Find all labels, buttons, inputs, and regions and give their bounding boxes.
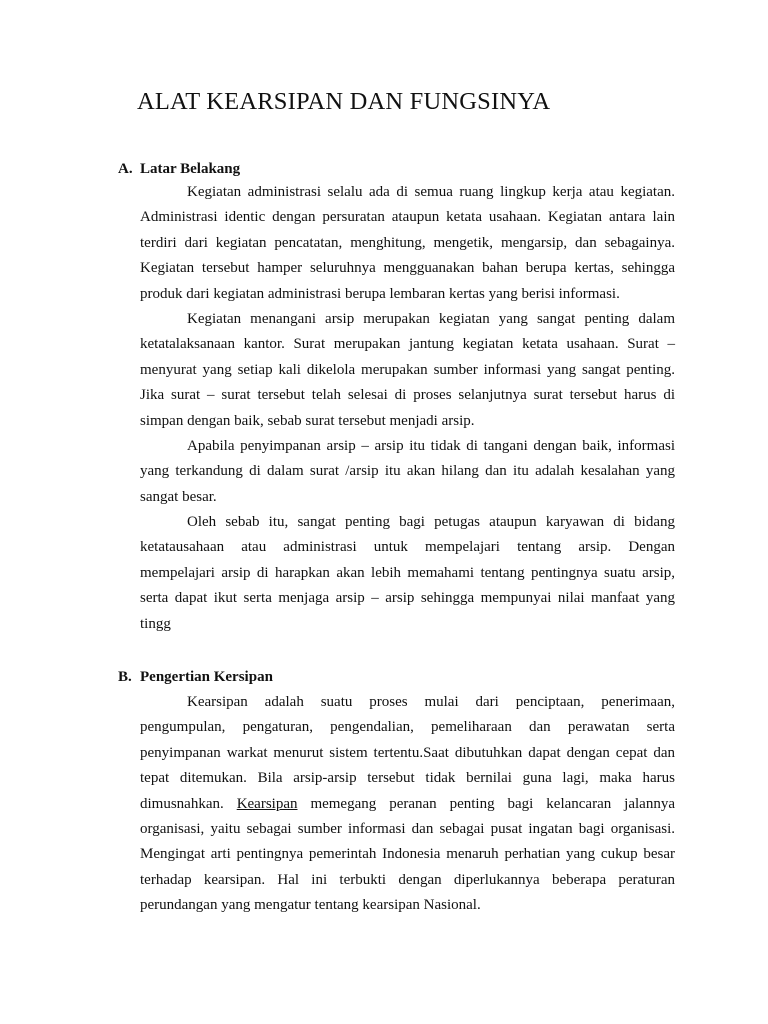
paragraph <box>140 434 675 510</box>
text-line: terdiri dari kegiatan pencatatan, menghitung, mengetik, mengarsip, dan sebagainya. <box>140 234 675 251</box>
text-line: pengumpulan, pengaturan, pengendalian, pemeliharaan dan perawatan serta <box>140 719 675 736</box>
paragraph <box>140 510 675 637</box>
section-a-number: A. <box>118 161 133 177</box>
section-b-heading <box>118 665 273 690</box>
text-line: ketatausahaan atau administrasi untuk mempelajari tentang arsip. Dengan <box>140 539 675 556</box>
section-b-body <box>140 690 675 919</box>
text-line: Kegiatan tersebut hamper seluruhnya mengguanakan bahan berupa kertas, sehingga <box>140 260 675 277</box>
section-a-heading <box>118 157 240 182</box>
text-segment: memegang peranan penting bagi kelancaran jalannya <box>297 795 675 812</box>
text-line: terhadap kearsipan. Hal ini terbukti dengan diperlukannya beberapa peraturan <box>140 871 675 888</box>
text-line: sangat besar. <box>140 488 217 505</box>
text-line: Kegiatan administrasi selalu ada di semua ruang lingkup kerja atau kegiatan. <box>187 184 675 200</box>
text-line: Kearsipan adalah suatu proses mulai dari penciptaan, penerimaan, <box>187 694 675 710</box>
underlined-term: Kearsipan <box>236 795 298 812</box>
section-a-body <box>140 180 675 637</box>
paragraph <box>140 307 675 434</box>
text-line: mempelajari arsip di harapkan akan lebih memahami tentang pentingnya suatu arsip, <box>140 564 675 581</box>
text-line: tingg <box>140 615 171 632</box>
section-a-title: Latar Belakang <box>140 161 241 177</box>
text-line: ketatalaksanaan kantor. Surat merupakan jantung kegiatan ketata usahaan. Surat – <box>140 336 675 353</box>
text-line: Mengingat arti pentingnya pemerintah Indonesia menaruh perhatian yang cukup besar <box>140 846 675 863</box>
text-line: menyurat yang setiap kali dikelola merupakan sumber informasi yang sangat penting. <box>140 361 675 378</box>
text-line <box>140 792 675 817</box>
text-line: Administrasi identic dengan persuratan ataupun ketata usahaan. Kegiatan antara lain <box>140 209 675 226</box>
text-line: yang terkandung di dalam surat /arsip itu akan hilang dan itu adalah kesalahan yang <box>140 463 675 480</box>
text-line: produk dari kegiatan administrasi berupa lembaran kertas yang berisi informasi. <box>140 285 620 302</box>
text-line: organisasi, yaitu sebagai sumber informasi dan sebagai pusat ingatan bagi organisasi. <box>140 820 675 837</box>
text-line: penyimpanan warkat menurut sistem tertentu.Saat dibutuhkan dapat dengan cepat dan <box>140 744 675 761</box>
text-line: Jika surat – surat tersebut telah selesai di proses selanjutnya surat tersebut harus di <box>140 387 675 404</box>
text-line: serta dapat ikut serta menjaga arsip – arsip sehingga mempunyai nilai manfaat yang <box>140 590 675 607</box>
text-segment: dimusnahkan. <box>140 795 237 812</box>
section-b-number: B. <box>118 669 132 685</box>
section-b-title: Pengertian Kersipan <box>140 669 273 685</box>
text-line: tepat ditemukan. Bila arsip-arsip tersebut tidak bernilai guna lagi, maka harus <box>140 770 675 787</box>
paragraph <box>140 180 675 307</box>
paragraph <box>140 690 675 919</box>
text-line: Apabila penyimpanan arsip – arsip itu tidak di tangani dengan baik, informasi <box>187 437 675 454</box>
text-line: perundangan yang mengatur tentang kearsipan Nasional. <box>140 897 481 914</box>
text-line: Kegiatan menangani arsip merupakan kegiatan yang sangat penting dalam <box>187 310 675 327</box>
text-line: simpan dengan baik, sebab surat tersebut menjadi arsip. <box>140 412 475 429</box>
document-title: ALAT KEARSIPAN DAN FUNGSINYA <box>137 88 551 115</box>
text-line: Oleh sebab itu, sangat penting bagi petugas ataupun karyawan di bidang <box>187 514 675 531</box>
